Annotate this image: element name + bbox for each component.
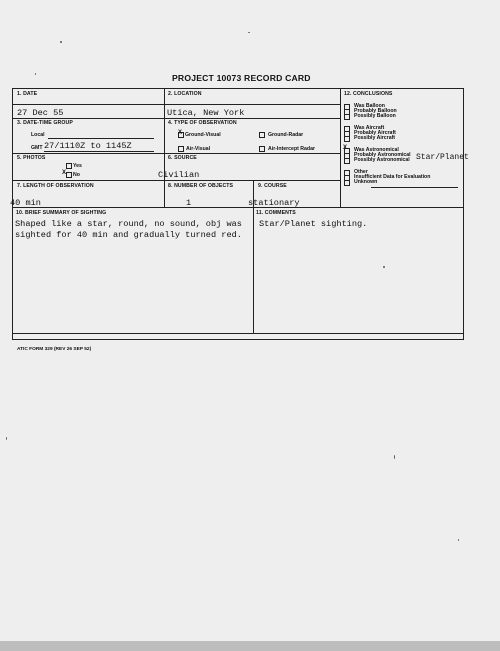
- conclusion-checkbox: [344, 180, 350, 186]
- summary-label: 10. BRIEF SUMMARY OF SIGHTING: [16, 210, 107, 216]
- divider: [340, 89, 341, 207]
- source-label: 6. SOURCE: [168, 155, 197, 161]
- photos-no-label: No: [73, 172, 80, 178]
- gmt-value: 27/1110Z to 1145Z: [44, 141, 132, 151]
- conclusion-label: Other: [354, 169, 368, 175]
- conclusion-label: Probably Astronomical: [354, 152, 411, 158]
- scan-speck: [248, 32, 250, 33]
- conclusion-typed-note: Star/Planet: [416, 153, 469, 162]
- conclusions-label: 12. CONCLUSIONS: [344, 91, 393, 97]
- scan-speck: [458, 539, 459, 541]
- comments-label: 11. COMMENTS: [256, 210, 296, 216]
- gmt-label: GMT: [31, 145, 43, 151]
- conclusion-label: Unknown: [354, 179, 378, 185]
- type-label: 4. TYPE OF OBSERVATION: [168, 120, 237, 126]
- length-label: 7. LENGTH OF OBSERVATION: [17, 183, 94, 189]
- conclusion-checkbox: [344, 158, 350, 164]
- objects-label: 8. NUMBER OF OBJECTS: [168, 183, 234, 189]
- summary-line-2: sighted for 40 min and gradually turned red.: [15, 230, 242, 240]
- conclusion-checkbox: [344, 114, 350, 120]
- scan-speck: [6, 437, 7, 440]
- photos-no-mark: X: [62, 170, 67, 176]
- gmt-line: [44, 151, 154, 152]
- conclusion-label: Possibly Astronomical: [354, 157, 410, 163]
- length-value: 40 min: [10, 198, 41, 208]
- conclusion-checkbox: [344, 136, 350, 142]
- conclusion-label: Probably Aircraft: [354, 130, 396, 136]
- summary-line-1: Shaped like a star, round, no sound, obj was: [15, 219, 242, 229]
- course-label: 9. COURSE: [258, 183, 287, 189]
- scan-speck: [383, 266, 385, 268]
- objects-value: 1: [186, 198, 192, 208]
- divider: [164, 89, 165, 207]
- conclusion-label: Was Astronomical: [354, 147, 399, 153]
- ground-radar-label: Ground-Radar: [268, 132, 304, 138]
- conclusion-label: Possibly Aircraft: [354, 135, 396, 141]
- conclusion-label: Was Aircraft: [354, 125, 385, 131]
- photos-yes-checkbox: [66, 163, 72, 169]
- photos-yes-label: Yes: [73, 163, 82, 169]
- air-intercept-checkbox: [259, 146, 265, 152]
- dtg-label: 3. DATE-TIME GROUP: [17, 120, 73, 126]
- source-value: Civilian: [158, 170, 200, 180]
- divider: [13, 180, 340, 181]
- conclusion-label: Was Balloon: [354, 103, 385, 109]
- conclusion-checked-mark: X: [343, 145, 348, 151]
- scan-bottom-edge: [0, 641, 500, 651]
- location-label: 2. LOCATION: [168, 91, 202, 97]
- record-card: [10, 88, 469, 340]
- other-line: [371, 187, 458, 188]
- comments-value: Star/Planet sighting.: [259, 219, 368, 229]
- ground-radar-checkbox: [259, 132, 265, 138]
- divider: [13, 104, 340, 105]
- divider: [253, 207, 254, 333]
- date-label: 1. DATE: [17, 91, 38, 97]
- divider: [13, 153, 340, 154]
- location-value: Utica, New York: [167, 108, 245, 118]
- conclusion-label: Possibly Balloon: [354, 113, 396, 119]
- divider: [13, 207, 463, 208]
- ground-visual-mark: X: [178, 130, 183, 136]
- photos-label: 5. PHOTOS: [17, 155, 46, 161]
- photos-no-checkbox: [66, 172, 72, 178]
- divider: [13, 118, 340, 119]
- local-label: Local: [31, 132, 45, 138]
- air-intercept-label: Air-Intercept Radar: [268, 146, 315, 152]
- scan-speck: [60, 41, 62, 43]
- conclusion-label: Insufficient Data for Evaluation: [354, 174, 431, 180]
- date-value: 27 Dec 55: [17, 108, 64, 118]
- scan-speck: [394, 455, 395, 459]
- divider: [13, 333, 463, 334]
- course-value: stationary: [248, 198, 300, 208]
- conclusion-label: Probably Balloon: [354, 108, 397, 114]
- ground-visual-label: Ground-Visual: [185, 132, 221, 138]
- card-title: PROJECT 10073 RECORD CARD: [172, 73, 311, 83]
- air-visual-label: Air-Visual: [186, 146, 211, 152]
- air-visual-checkbox: [178, 146, 184, 152]
- scan-speck: [35, 73, 36, 75]
- form-footer: ATIC FORM 329 (REV 26 SEP 52): [17, 347, 92, 352]
- local-line: [48, 138, 154, 139]
